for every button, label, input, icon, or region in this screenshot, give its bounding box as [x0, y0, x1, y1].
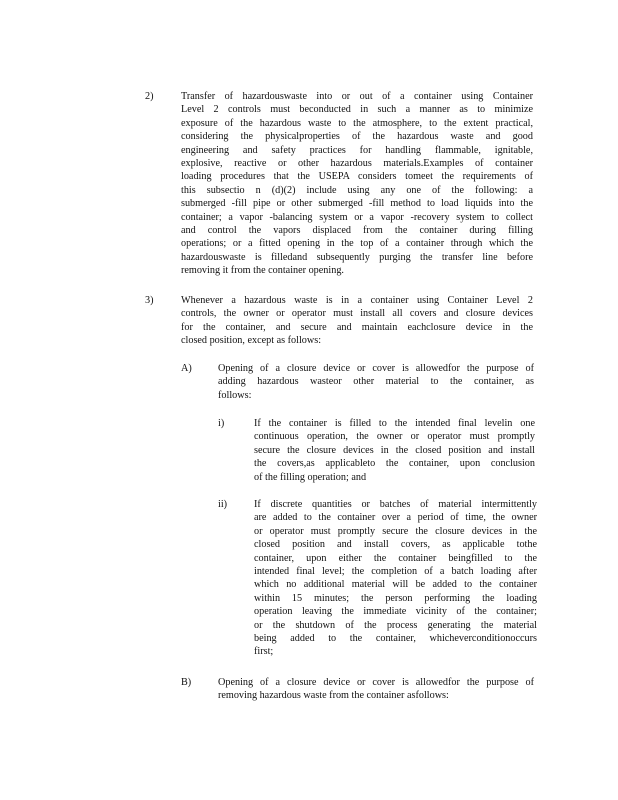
text-line: container, upon either the container beingfilled to the: [254, 552, 537, 564]
paragraph-text: [254, 498, 537, 659]
text-line: loading procedures that the USEPA considers tomeet the requirements of: [181, 171, 533, 183]
text-line: submerged -fill pipe or other submerged -fill method to load liquids into the: [181, 198, 533, 210]
paragraph-text: [218, 676, 534, 703]
list-marker: B): [181, 677, 192, 688]
text-line: or operator must promptly secure the closure devices in the: [254, 525, 537, 537]
paragraph-text: [254, 417, 535, 484]
text-line: exposure of the hazardous waste to the atmosphere, to the extent practical,: [181, 117, 533, 129]
text-line: within 15 minutes; the person performing the loading: [254, 592, 537, 604]
text-line: which no additional material will be added to the container: [254, 579, 537, 591]
paragraph-text: [181, 90, 533, 277]
text-line: closed position and install covers, as applicable tothe: [254, 539, 537, 551]
text-line: If discrete quantities or batches of material intermittently: [254, 499, 537, 510]
text-line: are added to the container over a period of time, the owner: [254, 512, 537, 524]
text-line: container; a vapor -balancing system or a vapor -recovery system to collect: [181, 211, 533, 223]
paragraph-text: [218, 362, 534, 402]
list-marker: i): [218, 418, 225, 429]
text-line: Opening of a closure device or cover is allowedfor the purpose of: [218, 677, 534, 688]
list-marker: A): [181, 363, 192, 374]
text-line: secure the closure devices in the closed position and install: [254, 444, 535, 456]
text-line: closed position, except as follows:: [181, 335, 322, 347]
text-line: Opening of a closure device or cover is allowedfor the purpose of: [218, 363, 534, 374]
text-line: considering the physicalproperties of the hazardous waste and good: [181, 131, 533, 143]
text-line: intended final level; the completion of a batch loading after: [254, 565, 537, 577]
text-line: controls, the owner or operator must install all covers and closure devices: [181, 308, 533, 320]
text-line: Whenever a hazardous waste is in a container using Container Level 2: [181, 295, 533, 306]
text-line: Level 2 controls must beconducted in such a manner as to minimize: [181, 104, 533, 116]
text-line: and control the vapors displaced from the container during filling: [181, 224, 533, 236]
paragraph-text: [181, 294, 533, 348]
text-line: operation leaving the immediate vicinity of the container;: [254, 606, 537, 618]
text-line: for the container, and secure and maintain eachclosure device in the: [181, 321, 533, 333]
text-line: follows:: [218, 389, 252, 401]
text-line: being added to the container, whicheverconditionoccurs: [254, 632, 537, 644]
list-marker: ii): [218, 499, 228, 510]
text-line: continuous operation, the owner or operator must promptly: [254, 431, 535, 443]
text-line: or the shutdown of the process generating the material: [254, 619, 537, 631]
text-line: operations; or a fitted opening in the top of a container through which the: [181, 238, 533, 250]
text-line: removing it from the container opening.: [181, 265, 344, 277]
text-line: the covers,as applicableto the container, upon conclusion: [254, 458, 535, 470]
text-line: engineering and safety practices for handling flammable, ignitable,: [181, 144, 533, 156]
text-line: removing hazardous waste from the container asfollows:: [218, 690, 449, 702]
text-line: this subsectio n (d)(2) include using any one of the following: a: [181, 184, 533, 196]
list-marker: 2): [145, 91, 154, 102]
text-line: of the filling operation; and: [254, 471, 367, 483]
text-line: hazardouswaste is filledand subsequently purging the transfer line before: [181, 251, 533, 263]
list-marker: 3): [145, 295, 154, 306]
text-line: If the container is filled to the intended final levelin one: [254, 418, 535, 429]
text-line: adding hazardous wasteor other material to the container, as: [218, 376, 534, 388]
text-line: explosive, reactive or other hazardous materials.Examples of container: [181, 157, 533, 169]
text-line: first;: [254, 646, 274, 658]
text-line: Transfer of hazardouswaste into or out of a container using Container: [181, 91, 533, 102]
